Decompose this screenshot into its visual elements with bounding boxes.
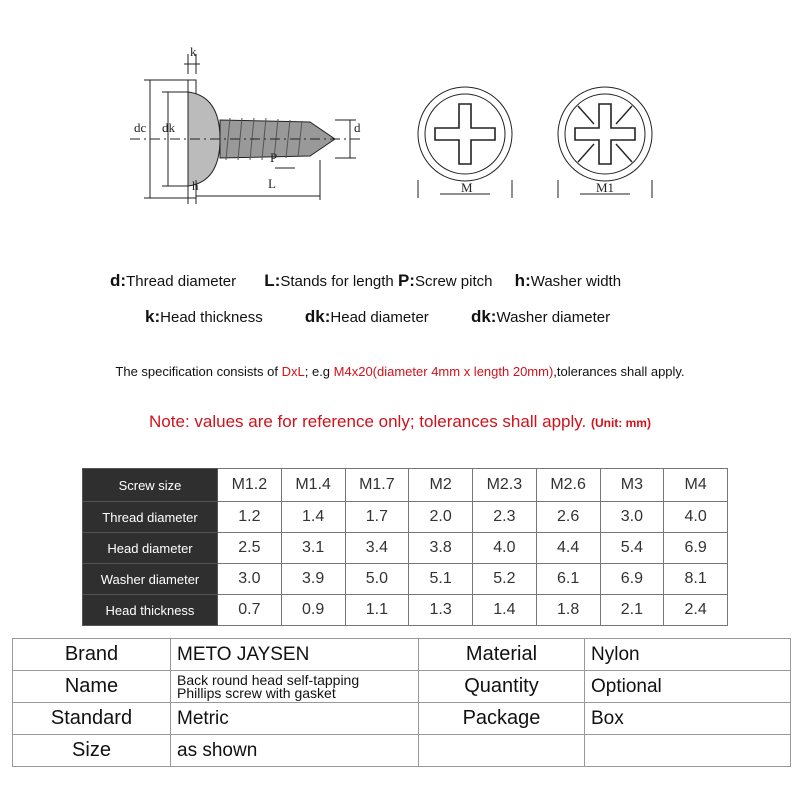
table-cell: 5.0 bbox=[345, 564, 409, 595]
label-M: M bbox=[461, 180, 473, 195]
table-cell: 8.1 bbox=[664, 564, 728, 595]
package-label: Package bbox=[419, 703, 585, 735]
table-cell: 2.6 bbox=[536, 502, 600, 533]
table-cell: 6.9 bbox=[600, 564, 664, 595]
legend-item: k:Head thickness bbox=[145, 307, 263, 326]
size-cell: M2.3 bbox=[473, 469, 537, 502]
empty-cell bbox=[419, 735, 585, 767]
header-label: Screw size bbox=[83, 469, 218, 502]
table-row bbox=[83, 564, 728, 595]
dimensions-table bbox=[82, 468, 728, 626]
table-cell: 3.9 bbox=[281, 564, 345, 595]
quantity-value: Optional bbox=[585, 671, 791, 703]
brand-value: METO JAYSEN bbox=[171, 639, 419, 671]
table-cell: 5.4 bbox=[600, 533, 664, 564]
table-row bbox=[13, 735, 791, 767]
label-dc: dc bbox=[134, 120, 147, 135]
row-label: Head thickness bbox=[83, 595, 218, 626]
legend-row-1 bbox=[110, 271, 621, 291]
row-label: Washer diameter bbox=[83, 564, 218, 595]
table-cell: 3.0 bbox=[600, 502, 664, 533]
label-M1: M1 bbox=[596, 180, 615, 195]
name-value: Back round head self-tapping Phillips screw with gasket bbox=[171, 671, 419, 703]
size-cell: M4 bbox=[664, 469, 728, 502]
size-cell: M2 bbox=[409, 469, 473, 502]
name-label: Name bbox=[13, 671, 171, 703]
table-cell: 2.1 bbox=[600, 595, 664, 626]
standard-label: Standard bbox=[13, 703, 171, 735]
table-cell: 3.8 bbox=[409, 533, 473, 564]
table-cell: 2.5 bbox=[218, 533, 282, 564]
table-row bbox=[83, 595, 728, 626]
label-h: h bbox=[192, 178, 199, 193]
row-label: Head diameter bbox=[83, 533, 218, 564]
table-cell: 1.7 bbox=[345, 502, 409, 533]
label-k: k bbox=[190, 44, 197, 59]
brand-label: Brand bbox=[13, 639, 171, 671]
table-cell: 4.0 bbox=[664, 502, 728, 533]
material-value: Nylon bbox=[585, 639, 791, 671]
standard-value: Metric bbox=[171, 703, 419, 735]
table-cell: 3.1 bbox=[281, 533, 345, 564]
table-cell: 5.2 bbox=[473, 564, 537, 595]
product-info-table bbox=[12, 638, 791, 767]
table-row bbox=[13, 703, 791, 735]
screw-technical-drawing bbox=[130, 40, 670, 210]
empty-cell bbox=[585, 735, 791, 767]
unit-label: (Unit: mm) bbox=[590, 416, 651, 430]
table-cell: 2.3 bbox=[473, 502, 537, 533]
table-cell: 3.4 bbox=[345, 533, 409, 564]
table-header-row bbox=[83, 469, 728, 502]
specification-text: The specification consists of DxL; e.g M4x20(diameter 4mm x length 20mm),tolerances shall apply. bbox=[115, 364, 685, 379]
size-value: as shown bbox=[171, 735, 419, 767]
table-cell: 0.9 bbox=[281, 595, 345, 626]
label-L: L bbox=[268, 176, 276, 191]
table-cell: 1.8 bbox=[536, 595, 600, 626]
table-cell: 6.9 bbox=[664, 533, 728, 564]
table-cell: 6.1 bbox=[536, 564, 600, 595]
reference-note: Note: values are for reference only; tolerances shall apply. (Unit: mm) bbox=[149, 412, 651, 431]
label-dk: dk bbox=[162, 120, 175, 135]
table-cell: 1.4 bbox=[473, 595, 537, 626]
table-cell: 4.0 bbox=[473, 533, 537, 564]
size-cell: M2.6 bbox=[536, 469, 600, 502]
table-cell: 1.4 bbox=[281, 502, 345, 533]
table-row bbox=[13, 671, 791, 703]
size-cell: M1.7 bbox=[345, 469, 409, 502]
table-cell: 1.3 bbox=[409, 595, 473, 626]
legend-item: d:Thread diameter bbox=[110, 271, 237, 290]
table-cell: 1.1 bbox=[345, 595, 409, 626]
row-label: Thread diameter bbox=[83, 502, 218, 533]
label-P: P bbox=[270, 150, 278, 165]
table-row bbox=[13, 639, 791, 671]
table-row bbox=[83, 502, 728, 533]
table-cell: 2.0 bbox=[409, 502, 473, 533]
table-cell: 2.4 bbox=[664, 595, 728, 626]
package-value: Box bbox=[585, 703, 791, 735]
label-d: d bbox=[354, 120, 361, 135]
legend-row-2 bbox=[145, 307, 610, 327]
quantity-label: Quantity bbox=[419, 671, 585, 703]
table-row bbox=[83, 533, 728, 564]
table-cell: 1.2 bbox=[218, 502, 282, 533]
size-cell: M1.2 bbox=[218, 469, 282, 502]
legend-item: h:Washer width bbox=[514, 271, 622, 290]
legend-item: dk:Head diameter bbox=[304, 307, 429, 326]
table-cell: 4.4 bbox=[536, 533, 600, 564]
size-cell: M1.4 bbox=[281, 469, 345, 502]
legend-item: P:Screw pitch bbox=[397, 271, 493, 290]
size-label: Size bbox=[13, 735, 171, 767]
phillips-cross bbox=[435, 104, 495, 164]
table-cell: 3.0 bbox=[218, 564, 282, 595]
legend-item: dk:Washer diameter bbox=[470, 307, 611, 326]
legend-item: L:Stands for length bbox=[264, 271, 394, 290]
table-cell: 5.1 bbox=[409, 564, 473, 595]
size-cell: M3 bbox=[600, 469, 664, 502]
table-cell: 0.7 bbox=[218, 595, 282, 626]
material-label: Material bbox=[419, 639, 585, 671]
